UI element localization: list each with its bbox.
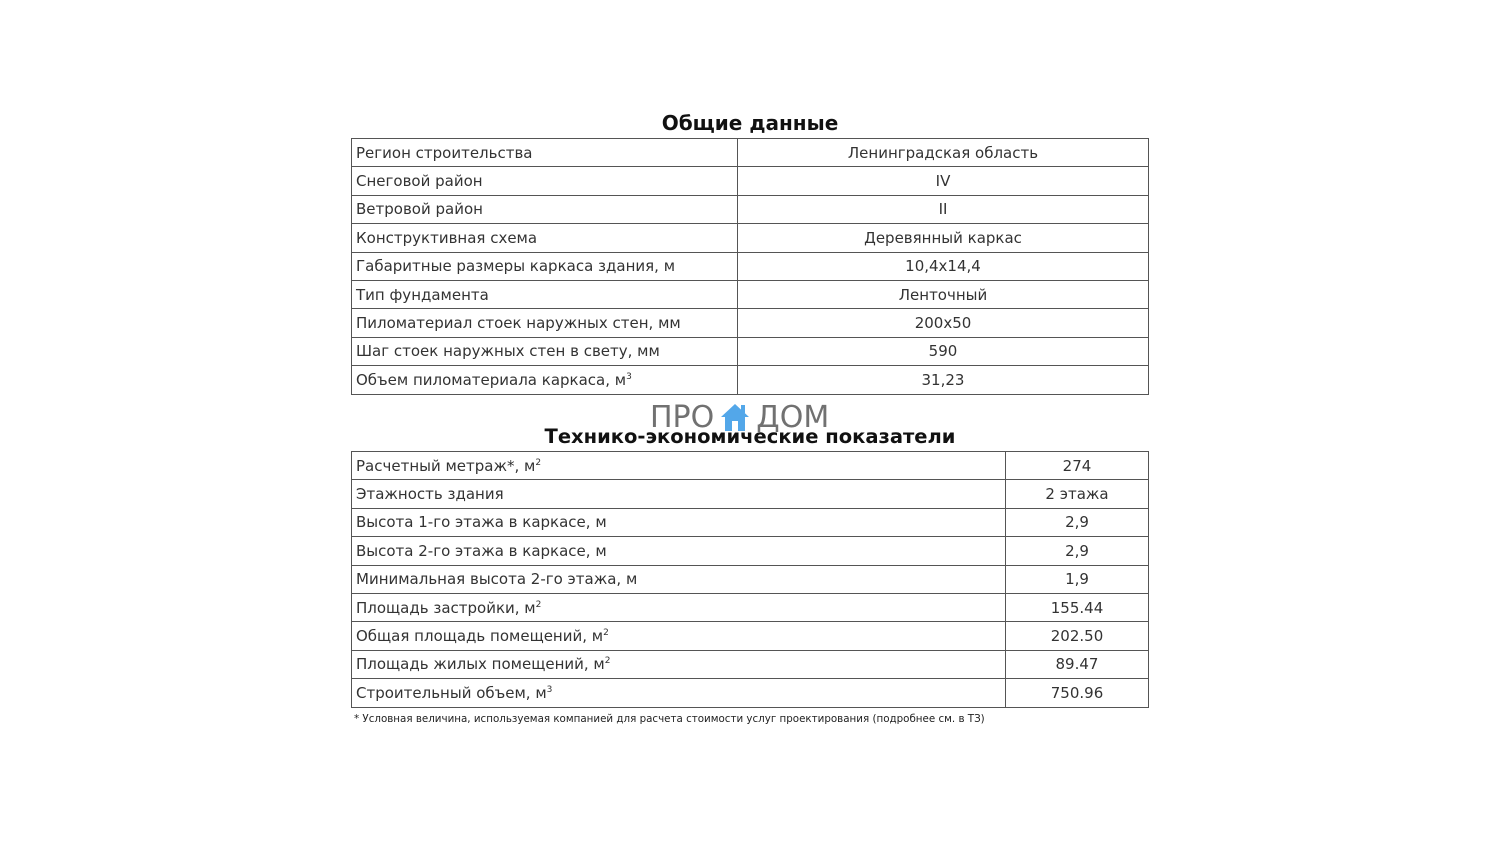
row-label <box>352 139 738 167</box>
table-row <box>352 337 1149 365</box>
row-label <box>352 537 1006 565</box>
row-value: Ленинградская область <box>738 139 1149 167</box>
row-label-text: Тип фундамента <box>356 285 489 304</box>
table-row <box>352 366 1149 394</box>
row-label-text: Объем пиломатериала каркаса, м <box>356 370 627 389</box>
row-label <box>352 167 738 195</box>
table-row <box>352 508 1149 536</box>
row-value: 2,9 <box>1006 508 1149 536</box>
row-label-text: Высота 2-го этажа в каркасе, м <box>356 541 607 560</box>
table-row <box>352 139 1149 167</box>
unit-exponent: 3 <box>546 684 553 695</box>
unit-exponent: 2 <box>604 656 611 667</box>
watermark-left-text: ПРО <box>650 399 715 435</box>
row-label-text: Конструктивная схема <box>356 228 538 247</box>
table-row <box>352 480 1149 508</box>
row-label-text: Ветровой район <box>356 200 483 219</box>
row-label-text: Шаг стоек наружных стен в свету, мм <box>356 342 660 361</box>
row-label <box>352 593 1006 621</box>
technical-indicators-title: Технико-экономические показатели <box>544 425 956 448</box>
unit-exponent: 2 <box>535 599 542 610</box>
row-label <box>352 224 738 252</box>
row-value: Ленточный <box>738 280 1149 308</box>
row-label <box>352 280 738 308</box>
row-label <box>352 337 738 365</box>
row-value: 750.96 <box>1006 679 1149 707</box>
row-label-text: Этажность здания <box>356 485 504 504</box>
row-value: 2 этажа <box>1006 480 1149 508</box>
row-label-text: Площадь жилых помещений, м <box>356 655 605 674</box>
table-row <box>352 167 1149 195</box>
row-value: 200x50 <box>738 309 1149 337</box>
row-label <box>352 508 1006 536</box>
table-row <box>352 309 1149 337</box>
table-row <box>352 537 1149 565</box>
row-label-text: Пиломатериал стоек наружных стен, мм <box>356 314 681 333</box>
table-row <box>352 565 1149 593</box>
table-row <box>352 195 1149 223</box>
table-row <box>352 679 1149 707</box>
row-label <box>352 679 1006 707</box>
table-row <box>352 224 1149 252</box>
row-value: 2,9 <box>1006 537 1149 565</box>
row-value: 89.47 <box>1006 650 1149 678</box>
unit-exponent: 2 <box>603 628 609 639</box>
row-label-text: Расчетный метраж*, м <box>356 456 536 475</box>
technical-indicators-table <box>351 451 1149 708</box>
watermark-right-text: ДОМ <box>756 399 830 435</box>
table-row <box>352 280 1149 308</box>
row-value: 155.44 <box>1006 593 1149 621</box>
row-label-text: Общая площадь помещений, м <box>356 627 604 646</box>
unit-exponent: 3 <box>626 371 632 382</box>
table-row <box>352 650 1149 678</box>
table-row <box>352 622 1149 650</box>
row-value: 274 <box>1006 452 1149 480</box>
row-label-text: Строительный объем, м <box>356 683 547 702</box>
row-label-text: Высота 1-го этажа в каркасе, м <box>356 513 607 532</box>
row-label <box>352 650 1006 678</box>
general-data-title: Общие данные <box>661 111 839 135</box>
row-label <box>352 252 738 280</box>
row-label <box>352 195 738 223</box>
row-label <box>352 366 738 394</box>
general-data-table <box>351 138 1149 395</box>
row-label <box>352 309 738 337</box>
row-label-text: Регион строительства <box>356 143 533 162</box>
row-value: II <box>738 195 1149 223</box>
row-label <box>352 565 1006 593</box>
row-value: 31,23 <box>738 366 1149 394</box>
row-label-text: Снеговой район <box>356 172 483 191</box>
footnote: * Условная величина, используемая компанией для расчета стоимости услуг проектирования (подробнее см. в ТЗ) <box>354 713 985 725</box>
row-value: 590 <box>738 337 1149 365</box>
row-label <box>352 452 1006 480</box>
table-row <box>352 452 1149 480</box>
row-label <box>352 622 1006 650</box>
row-value: 1,9 <box>1006 565 1149 593</box>
row-value: Деревянный каркас <box>738 224 1149 252</box>
row-value: 10,4x14,4 <box>738 252 1149 280</box>
row-label-text: Габаритные размеры каркаса здания, м <box>356 257 676 276</box>
unit-exponent: 2 <box>535 457 542 468</box>
row-label-text: Минимальная высота 2-го этажа, м <box>356 570 638 589</box>
row-value: IV <box>738 167 1149 195</box>
row-label-text: Площадь застройки, м <box>356 598 536 617</box>
row-label <box>352 480 1006 508</box>
row-value: 202.50 <box>1006 622 1149 650</box>
table-row <box>352 593 1149 621</box>
table-row <box>352 252 1149 280</box>
